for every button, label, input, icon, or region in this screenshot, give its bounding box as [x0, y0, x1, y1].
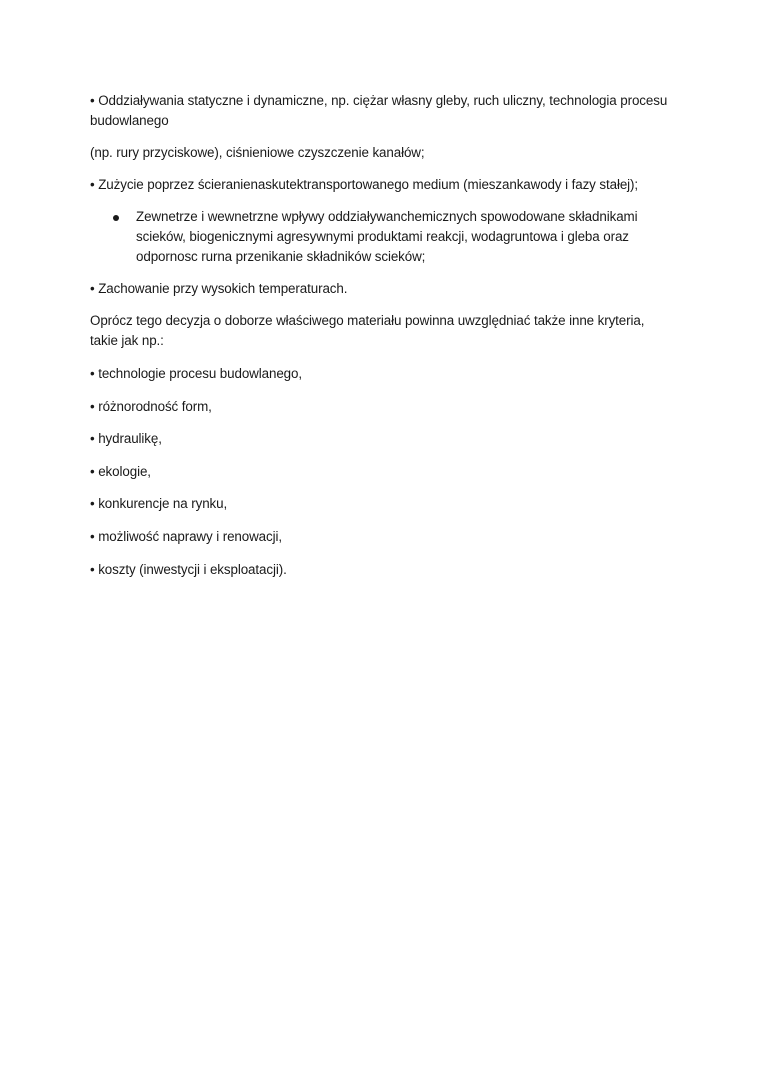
bullet-dot-icon: [113, 215, 119, 221]
list-item: • hydraulikę,: [90, 431, 162, 447]
paragraph-pressure-pipes: (np. rury przyciskowe), ciśnieniowe czyszczenie kanałów;: [90, 145, 425, 160]
paragraph-high-temperature: • Zachowanie przy wysokich temperaturach.: [90, 281, 348, 296]
paragraph-other-criteria: Oprócz tego decyzja o doborze właściwego materiału powinna uwzględniać także inne kryteria, takie jak np.:: [90, 313, 645, 348]
list-item: • koszty (inwestycji i eksploatacji).: [90, 561, 287, 577]
list-item: • różnorodność form,: [90, 398, 212, 414]
criteria-list: [90, 364, 670, 580]
nested-bullet-list: [90, 207, 670, 267]
list-item-text: Zewnetrze i wewnetrzne wpływy oddziaływanchemicznych spowodowane składnikami scieków, biogenicznymi agresywnymi produktami reakcji, wodagruntowa i gleba oraz odpornosc rurna przenikanie składników scieków;: [136, 209, 638, 264]
list-item: • ekologie,: [90, 463, 151, 479]
list-item: • konkurencje na rynku,: [90, 496, 228, 512]
list-item-chemical-influences: [90, 207, 670, 267]
list-item: • technologie procesu budowlanego,: [90, 366, 302, 381]
document-body: [90, 91, 670, 592]
paragraph-abrasion-wear: • Zużycie poprzez ścieranienaskutektransportowanego medium (mieszankawody i fazy stałej);: [90, 177, 639, 192]
list-item: • możliwość naprawy i renowacji,: [90, 528, 282, 544]
paragraph-static-dynamic-loads: • Oddziaływania statyczne i dynamiczne, np. ciężar własny gleby, ruch uliczny, technologia procesu budowlanego: [90, 93, 668, 128]
